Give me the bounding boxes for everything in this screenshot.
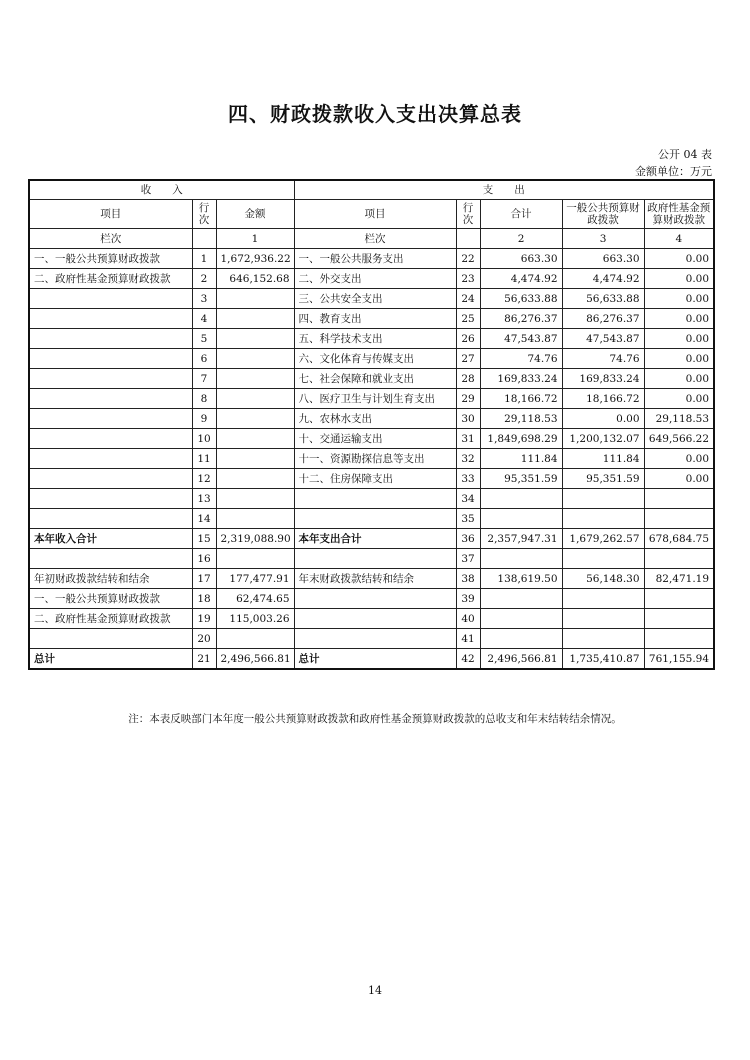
table-row [29, 269, 714, 289]
expense-item: 九、农林水支出 [294, 409, 456, 429]
total-amount: 2,496,566.81 [480, 649, 562, 670]
income-item: 二、政府性基金预算财政拨款 [29, 609, 192, 629]
income-row-no: 15 [192, 529, 216, 549]
fund-budget-amount: 0.00 [644, 309, 714, 329]
expense-item [294, 489, 456, 509]
section-row [29, 180, 714, 200]
expense-item: 本年支出合计 [294, 529, 456, 549]
income-amount [216, 349, 294, 369]
total-amount: 663.30 [480, 249, 562, 269]
expense-row-no: 22 [456, 249, 480, 269]
income-item [29, 629, 192, 649]
column-header-row [29, 200, 714, 229]
income-row-no: 19 [192, 609, 216, 629]
expense-item: 三、公共安全支出 [294, 289, 456, 309]
fund-budget-amount: 649,566.22 [644, 429, 714, 449]
income-amount [216, 389, 294, 409]
income-amount [216, 289, 294, 309]
income-item [29, 409, 192, 429]
table-row [29, 489, 714, 509]
expense-row-no: 28 [456, 369, 480, 389]
expense-row-no: 36 [456, 529, 480, 549]
expense-section-header: 支 出 [294, 180, 714, 200]
expense-row-no: 39 [456, 589, 480, 609]
total-amount: 4,474.92 [480, 269, 562, 289]
general-budget-amount [562, 609, 644, 629]
income-row-no: 5 [192, 329, 216, 349]
income-row-no: 20 [192, 629, 216, 649]
income-amount [216, 469, 294, 489]
income-row-no: 4 [192, 309, 216, 329]
expense-item: 五、科学技术支出 [294, 329, 456, 349]
income-row-no: 18 [192, 589, 216, 609]
income-amount [216, 329, 294, 349]
fund-budget-amount: 0.00 [644, 449, 714, 469]
fund-budget-amount: 0.00 [644, 249, 714, 269]
total-amount: 111.84 [480, 449, 562, 469]
column-index-row [29, 229, 714, 249]
total-amount [480, 589, 562, 609]
table-row [29, 329, 714, 349]
total-amount: 56,633.88 [480, 289, 562, 309]
header-exp-row-no: 行次 [456, 200, 480, 229]
fund-budget-amount: 0.00 [644, 269, 714, 289]
income-amount: 2,319,088.90 [216, 529, 294, 549]
income-item: 二、政府性基金预算财政拨款 [29, 269, 192, 289]
income-item: 本年收入合计 [29, 529, 192, 549]
expense-row-no: 37 [456, 549, 480, 569]
income-item [29, 489, 192, 509]
expense-item: 十一、资源勘探信息等支出 [294, 449, 456, 469]
total-amount [480, 509, 562, 529]
page-title: 四、财政拨款收入支出决算总表 [228, 102, 522, 126]
table-row [29, 389, 714, 409]
income-amount: 1,672,936.22 [216, 249, 294, 269]
table-row [29, 449, 714, 469]
expense-item: 六、文化体育与传媒支出 [294, 349, 456, 369]
fund-budget-amount: 0.00 [644, 289, 714, 309]
table-row [29, 409, 714, 429]
total-amount [480, 629, 562, 649]
income-amount [216, 489, 294, 509]
expense-item [294, 629, 456, 649]
table-row [29, 349, 714, 369]
total-amount [480, 489, 562, 509]
table-row [29, 289, 714, 309]
expense-row-no: 26 [456, 329, 480, 349]
general-budget-amount: 4,474.92 [562, 269, 644, 289]
income-row-no: 13 [192, 489, 216, 509]
table-row [29, 369, 714, 389]
col-index-1: 1 [216, 229, 294, 249]
income-item: 总计 [29, 649, 192, 670]
expense-item [294, 609, 456, 629]
expense-item: 十二、住房保障支出 [294, 469, 456, 489]
general-budget-amount: 86,276.37 [562, 309, 644, 329]
expense-row-no: 32 [456, 449, 480, 469]
fund-budget-amount: 761,155.94 [644, 649, 714, 670]
total-amount: 74.76 [480, 349, 562, 369]
income-row-no: 8 [192, 389, 216, 409]
income-item [29, 389, 192, 409]
expense-row-no: 35 [456, 509, 480, 529]
fund-budget-amount: 0.00 [644, 389, 714, 409]
general-budget-amount: 663.30 [562, 249, 644, 269]
general-budget-amount: 95,351.59 [562, 469, 644, 489]
income-amount: 646,152.68 [216, 269, 294, 289]
general-budget-amount: 169,833.24 [562, 369, 644, 389]
header-total: 合计 [480, 200, 562, 229]
general-budget-amount: 56,148.30 [562, 569, 644, 589]
expense-item: 八、医疗卫生与计划生育支出 [294, 389, 456, 409]
general-budget-amount [562, 509, 644, 529]
income-item [29, 289, 192, 309]
expense-item: 二、外交支出 [294, 269, 456, 289]
expense-item: 总计 [294, 649, 456, 670]
col-index-2: 2 [480, 229, 562, 249]
income-amount [216, 429, 294, 449]
total-amount: 1,849,698.29 [480, 429, 562, 449]
fund-budget-amount [644, 589, 714, 609]
general-budget-amount: 56,633.88 [562, 289, 644, 309]
income-item [29, 469, 192, 489]
income-amount: 115,003.26 [216, 609, 294, 629]
income-item [29, 309, 192, 329]
general-budget-amount [562, 489, 644, 509]
income-amount: 62,474.65 [216, 589, 294, 609]
total-amount: 47,543.87 [480, 329, 562, 349]
total-amount: 18,166.72 [480, 389, 562, 409]
expense-item: 一、一般公共服务支出 [294, 249, 456, 269]
income-amount [216, 629, 294, 649]
header-general: 一般公共预算财政拨款 [562, 200, 644, 229]
table-row [29, 609, 714, 629]
income-amount [216, 549, 294, 569]
fund-budget-amount [644, 489, 714, 509]
income-item: 一、一般公共预算财政拨款 [29, 249, 192, 269]
amount-unit: 金额单位：万元 [635, 165, 712, 178]
col-index-4: 4 [644, 229, 714, 249]
income-item [29, 449, 192, 469]
header-fund: 政府性基金预算财政拨款 [644, 200, 714, 229]
expense-row-no: 41 [456, 629, 480, 649]
table-row [29, 509, 714, 529]
general-budget-amount: 47,543.87 [562, 329, 644, 349]
income-row-no: 17 [192, 569, 216, 589]
income-amount [216, 409, 294, 429]
income-row-no: 1 [192, 249, 216, 269]
budget-table [28, 179, 715, 670]
expense-item: 四、教育支出 [294, 309, 456, 329]
table-row [29, 629, 714, 649]
fund-budget-amount [644, 509, 714, 529]
expense-row-no: 33 [456, 469, 480, 489]
total-amount: 86,276.37 [480, 309, 562, 329]
income-row-no: 14 [192, 509, 216, 529]
page-number: 14 [368, 984, 382, 997]
income-item [29, 509, 192, 529]
expense-item [294, 509, 456, 529]
expense-row-no: 25 [456, 309, 480, 329]
income-row-no: 2 [192, 269, 216, 289]
income-section-header: 收 入 [29, 180, 294, 200]
general-budget-amount: 1,735,410.87 [562, 649, 644, 670]
income-item [29, 549, 192, 569]
income-row-no: 6 [192, 349, 216, 369]
expense-item [294, 589, 456, 609]
fund-budget-amount: 678,684.75 [644, 529, 714, 549]
form-code: 公开 04 表 [658, 148, 712, 161]
income-item [29, 349, 192, 369]
general-budget-amount: 111.84 [562, 449, 644, 469]
expense-row-no: 29 [456, 389, 480, 409]
table-note: 注：本表反映部门本年度一般公共预算财政拨款和政府性基金预算财政拨款的总收支和年末结转结余情况。 [128, 713, 622, 725]
income-item [29, 329, 192, 349]
total-amount: 138,619.50 [480, 569, 562, 589]
fund-budget-amount [644, 629, 714, 649]
expense-item: 十、交通运输支出 [294, 429, 456, 449]
col-index-blank-2 [456, 229, 480, 249]
income-row-no: 3 [192, 289, 216, 309]
total-amount: 95,351.59 [480, 469, 562, 489]
general-budget-amount [562, 589, 644, 609]
table-row [29, 549, 714, 569]
fund-budget-amount: 29,118.53 [644, 409, 714, 429]
income-amount [216, 449, 294, 469]
total-amount [480, 609, 562, 629]
fund-budget-amount: 0.00 [644, 369, 714, 389]
table-row [29, 249, 714, 269]
expense-row-no: 40 [456, 609, 480, 629]
header-amount: 金额 [216, 200, 294, 229]
col-index-label: 栏次 [29, 229, 192, 249]
income-amount [216, 369, 294, 389]
table-row [29, 649, 714, 670]
total-amount: 2,357,947.31 [480, 529, 562, 549]
fund-budget-amount [644, 549, 714, 569]
expense-item: 年末财政拨款结转和结余 [294, 569, 456, 589]
header-item: 项目 [29, 200, 192, 229]
expense-item [294, 549, 456, 569]
col-index-exp-label: 栏次 [294, 229, 456, 249]
general-budget-amount: 0.00 [562, 409, 644, 429]
header-row-no: 行次 [192, 200, 216, 229]
expense-row-no: 31 [456, 429, 480, 449]
income-amount: 2,496,566.81 [216, 649, 294, 670]
table-row [29, 569, 714, 589]
income-amount [216, 309, 294, 329]
expense-row-no: 24 [456, 289, 480, 309]
col-index-blank [192, 229, 216, 249]
total-amount: 169,833.24 [480, 369, 562, 389]
fund-budget-amount [644, 609, 714, 629]
general-budget-amount [562, 629, 644, 649]
table-row [29, 429, 714, 449]
general-budget-amount [562, 549, 644, 569]
income-amount: 177,477.91 [216, 569, 294, 589]
header-exp-item: 项目 [294, 200, 456, 229]
total-amount [480, 549, 562, 569]
income-row-no: 10 [192, 429, 216, 449]
income-item: 一、一般公共预算财政拨款 [29, 589, 192, 609]
general-budget-amount: 1,679,262.57 [562, 529, 644, 549]
income-item [29, 369, 192, 389]
table-row [29, 309, 714, 329]
fund-budget-amount: 0.00 [644, 329, 714, 349]
expense-row-no: 34 [456, 489, 480, 509]
income-item: 年初财政拨款结转和结余 [29, 569, 192, 589]
expense-item: 七、社会保障和就业支出 [294, 369, 456, 389]
income-row-no: 11 [192, 449, 216, 469]
total-amount: 29,118.53 [480, 409, 562, 429]
expense-row-no: 42 [456, 649, 480, 670]
general-budget-amount: 74.76 [562, 349, 644, 369]
income-row-no: 16 [192, 549, 216, 569]
income-row-no: 9 [192, 409, 216, 429]
general-budget-amount: 18,166.72 [562, 389, 644, 409]
income-row-no: 12 [192, 469, 216, 489]
income-amount [216, 509, 294, 529]
general-budget-amount: 1,200,132.07 [562, 429, 644, 449]
expense-row-no: 30 [456, 409, 480, 429]
fund-budget-amount: 0.00 [644, 349, 714, 369]
fund-budget-amount: 82,471.19 [644, 569, 714, 589]
income-row-no: 7 [192, 369, 216, 389]
table-row [29, 529, 714, 549]
income-item [29, 429, 192, 449]
table-row [29, 589, 714, 609]
table-row [29, 469, 714, 489]
fund-budget-amount: 0.00 [644, 469, 714, 489]
income-row-no: 21 [192, 649, 216, 670]
expense-row-no: 38 [456, 569, 480, 589]
col-index-3: 3 [562, 229, 644, 249]
expense-row-no: 27 [456, 349, 480, 369]
expense-row-no: 23 [456, 269, 480, 289]
